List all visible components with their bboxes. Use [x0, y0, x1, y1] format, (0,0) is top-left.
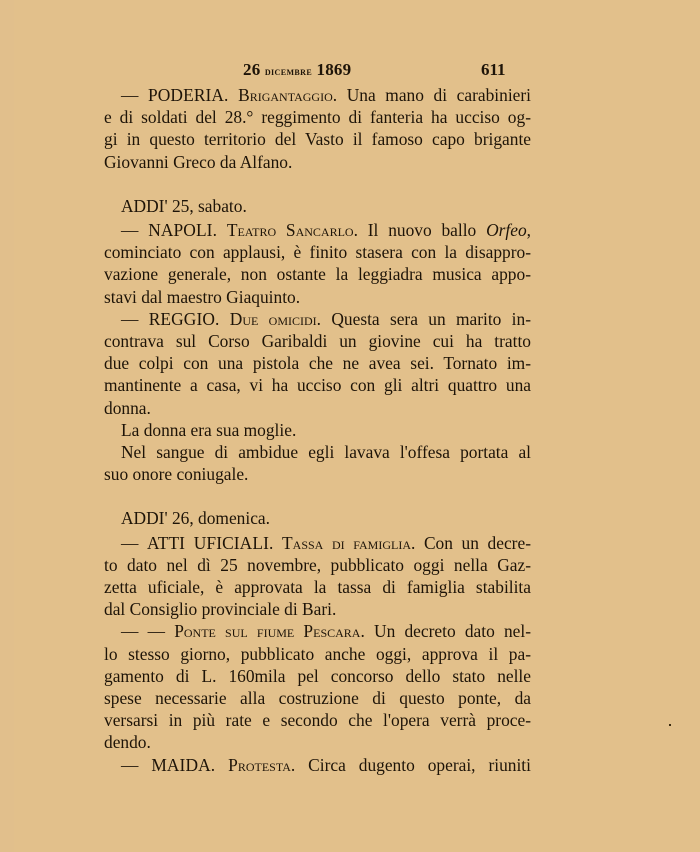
entry-topic: Brigantaggio. — [238, 85, 338, 105]
text-line — [104, 308, 531, 330]
text-line — [104, 754, 531, 776]
text-line: donna. — [104, 397, 151, 418]
text-line: La donna era sua moglie. — [121, 419, 297, 440]
entry-poderia — [104, 84, 531, 173]
text-line: cominciato con applausi, è finito stasera con la disappro- — [104, 242, 531, 263]
entry-text: Una mano di carabinieri — [346, 85, 531, 105]
em-dash: — — [121, 532, 139, 553]
paragraph-moglie — [104, 419, 531, 441]
em-dash: — — [121, 220, 139, 241]
text-line: e di soldati del 28.° reggimento di fanteria ha ucciso og- — [104, 107, 531, 128]
body-text — [104, 84, 531, 776]
entry-place: NAPOLI. — [148, 220, 218, 241]
entry-topic: Due omicidi. — [229, 308, 322, 329]
text-line: due colpi con una pistola che ne avea sei. Tornato im- — [104, 353, 531, 374]
date-heading — [104, 195, 531, 217]
text-line: dal Consiglio provinciale di Bari. — [104, 599, 337, 620]
text-line — [104, 532, 531, 554]
entry-atti-uficiali — [104, 532, 531, 621]
punctuation: , — [526, 220, 531, 241]
em-dash: — — [121, 754, 139, 775]
entry-place: REGGIO. — [148, 308, 220, 329]
em-dash: — — — [121, 621, 165, 642]
entry-topic: Protesta. — [228, 754, 296, 775]
entry-text: Circa dugento operai, riuniti — [308, 754, 531, 775]
entry-maida — [104, 754, 531, 776]
text-line: versarsi in più rate e secondo che l'opera verrà proce- — [104, 710, 531, 731]
text-line: Giovanni Greco da Alfano. — [104, 151, 293, 172]
text-line: stavi dal maestro Giaquinto. — [104, 286, 301, 307]
page-edge-shadow — [0, 0, 14, 852]
text-line: to dato nel dì 25 novembre, pubblicato oggi nella Gaz- — [104, 554, 531, 575]
entry-topic: Ponte sul fiume Pescara. — [174, 621, 365, 642]
paragraph-sangue — [104, 441, 531, 485]
entry-place: MAIDA. — [151, 754, 216, 775]
em-dash: — — [121, 85, 139, 105]
header-month: dicembre — [264, 64, 313, 78]
text-line: Nel sangue di ambidue egli lavava l'offesa portata al — [121, 442, 531, 463]
entry-text: Con un decre- — [423, 532, 531, 553]
entry-place: PODERIA. — [148, 85, 229, 105]
date-heading-text: ADDI' 26, domenica. — [121, 508, 270, 529]
text-line: contrava sul Corso Garibaldi un giovine cui ha tratto — [104, 331, 531, 352]
text-line: zetta uficiale, è approvata la tassa di famiglia stabilita — [104, 577, 531, 598]
running-head-date — [243, 60, 351, 80]
book-page — [104, 58, 531, 776]
text-line: lo stesso giorno, pubblicato anche oggi, approva il pa- — [104, 643, 531, 664]
text-line — [104, 84, 531, 106]
text-line: spese necessarie alla costruzione di questo ponte, da — [104, 688, 531, 709]
text-line: mantinente a casa, vi ha ucciso con gli altri quattro una — [104, 375, 531, 396]
entry-topic: Teatro Sancarlo. — [226, 220, 358, 241]
entry-ponte-pescara — [104, 620, 531, 753]
entry-reggio — [104, 308, 531, 419]
text-line: dendo. — [104, 732, 151, 753]
date-heading — [104, 507, 531, 529]
entry-text: Questa sera un marito in- — [331, 308, 531, 329]
running-head — [104, 58, 531, 84]
text-line: suo onore coniugale. — [104, 464, 249, 485]
em-dash: — — [121, 308, 139, 329]
text-line — [104, 219, 531, 241]
ballet-title: Orfeo — [486, 220, 527, 241]
entry-text: Un decreto dato nel- — [374, 621, 531, 642]
header-day: 26 — [243, 60, 261, 79]
entry-place: ATTI UFICIALI. — [147, 532, 274, 553]
text-line — [104, 620, 531, 642]
header-year: 1869 — [316, 60, 352, 79]
text-line: gamento di L. 160mila pel concorso dello stato nelle — [104, 665, 531, 686]
text-line: vazione generale, non ostante la leggiadra musica appo- — [104, 264, 531, 285]
entry-topic: Tassa di famiglia. — [282, 532, 416, 553]
text-line: gi in questo territorio del Vasto il famoso capo brigante — [104, 129, 531, 150]
entry-text: Il nuovo ballo — [367, 220, 477, 241]
page-number: 611 — [481, 60, 506, 79]
entry-napoli — [104, 219, 531, 308]
paper-speck — [669, 724, 671, 726]
date-heading-text: ADDI' 25, sabato. — [121, 195, 247, 216]
